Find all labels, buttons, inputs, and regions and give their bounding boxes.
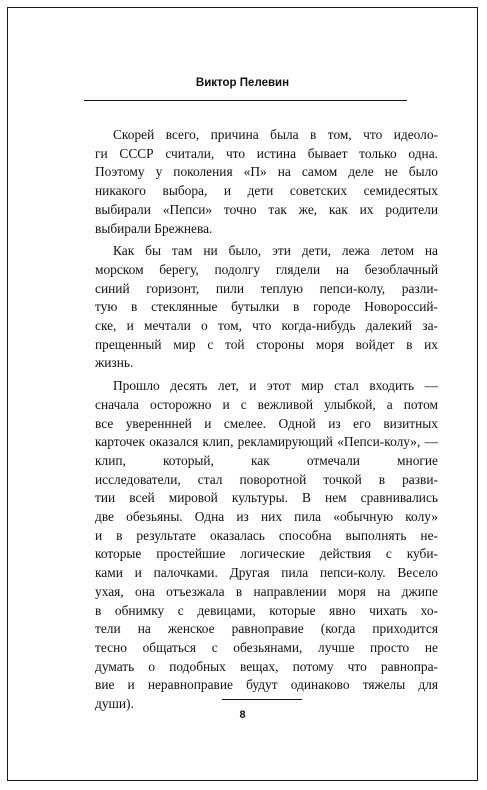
body-text [95, 126, 438, 714]
text-line: которые простейшие логические действия с куби- [95, 546, 438, 562]
text-line: думать о подобных вещах, потому что равнопра- [95, 658, 438, 674]
running-header-author: Виктор Пелевин [195, 77, 290, 89]
text-line: души). [95, 696, 134, 712]
text-line: сначала осторожно и с вежливой улыбкой, а потом [95, 396, 438, 412]
text-line: карточек оказался клип, рекламирующий «Пепси-колу», — клип, который, как отмечали многие [95, 434, 438, 468]
text-line: тесно общаться с обезьянами, лучше просто не [95, 639, 438, 655]
book-page [7, 7, 478, 781]
text-line: прещенный мир с той стороны моря войдет в их [95, 336, 438, 352]
text-line: и в результате оказалась способна выполнять не- [95, 527, 438, 543]
text-line: ками и палочками. Другая пила пепси-колу. Весело [95, 565, 438, 581]
text-line: тели на женское равноправие (когда приходится [95, 621, 438, 637]
paragraph-2 [95, 242, 438, 373]
paragraph-1 [95, 126, 438, 238]
text-line: ске, и мечтали о том, что когда-нибудь далекий за- [95, 318, 438, 334]
text-line: морском берегу, подолгу глядели на безоблачный [95, 261, 438, 277]
text-line: в обнимку с девицами, которые явно чихать хо- [95, 602, 438, 618]
text-line: тии всей мировой культуры. В нем сравнивались [95, 490, 438, 506]
text-line: две обезьяны. Одна из них пила «обычную колу» [95, 509, 438, 525]
text-line: Скорей всего, причина была в том, что идеоло- [113, 127, 438, 142]
text-line: выбирали «Пепси» точно так же, как их родители [95, 201, 438, 217]
text-line: исследователи, стал поворотной точкой в разви- [95, 471, 438, 487]
text-line: вие и неравноправие будут одинаково тяжелы для [95, 677, 438, 693]
paragraph-3 [95, 377, 438, 714]
header-divider [84, 100, 407, 101]
text-line: ги СССР считали, что истина бывает только одна. [95, 145, 438, 161]
footer-divider [222, 699, 302, 700]
text-line: Как бы там ни было, эти дети, лежа летом на [113, 243, 438, 259]
page-number: 8 [239, 709, 246, 721]
text-line: ухая, она отъезжала в направлении моря на джипе [95, 583, 438, 599]
text-line: Прошло десять лет, и этот мир стал входить — [113, 378, 438, 394]
text-line: синий горизонт, пили теплую пепси-колу, разли- [95, 280, 438, 296]
text-line: выбирали Брежнева. [95, 220, 213, 236]
text-line: жизнь. [95, 355, 134, 371]
text-line: Поэтому у поколения «П» на самом деле не было [95, 164, 438, 180]
text-line: тую в стеклянные бутылки в городе Новороссий- [95, 299, 438, 315]
text-line: никакого выбора, и дети советских семидесятых [95, 183, 438, 199]
text-line: все увереннней и смелее. Одной из его визитных [95, 415, 438, 431]
